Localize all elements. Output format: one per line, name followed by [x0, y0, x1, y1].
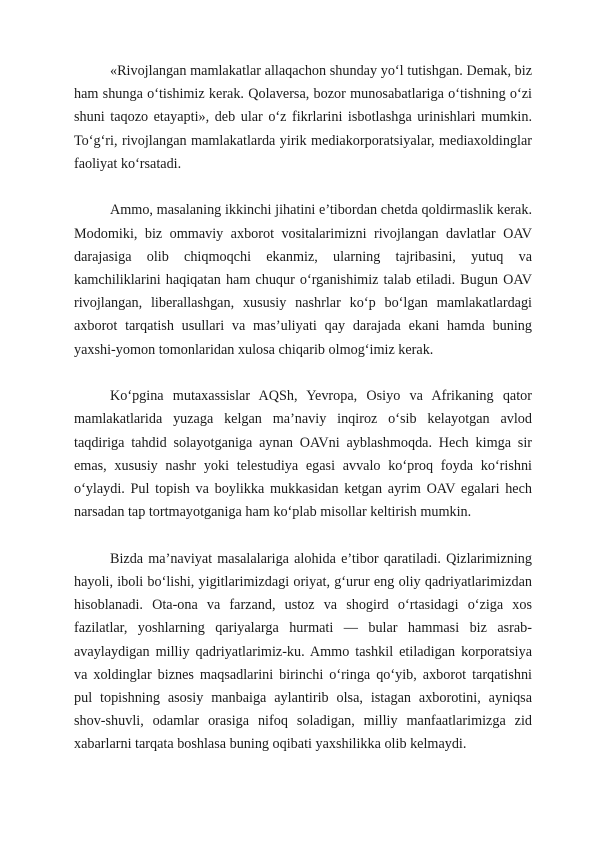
- paragraph: Ko‘pgina mutaxassislar AQSh, Yevropa, Osiyo va Afrikaning qator mamlakatlarida yuzaga kelgan ma’naviy inqiroz o‘sib kelayotgan avlod taqdiriga tahdid solayotganiga aynan OAVni ayblashmoqda. Hech kimga sir emas, xususiy nashr yoki telestudiya egasi avvalo ko‘proq foyda ko‘rishni o‘ylaydi. Pul topish va boylikka mukkasidan ketgan ayrim OAV egalari hech narsadan tap tortmayotganiga ham ko‘plab misollar keltirish mumkin.: [74, 388, 532, 521]
- document-page: [74, 60, 532, 780]
- paragraph: Bizda ma’naviyat masalalariga alohida e’tibor qaratiladi. Qizlarimizning hayoli, iboli bo‘lishi, yigitlarimizdagi oriyat, g‘urur eng oliy qadriyatlarimizdan hisoblanadi. Ota-ona va farzand, ustoz va shogird o‘rtasidagi o‘ziga xos fazilatlar, yoshlarning qariyalarga hurmati — bular hammasi biz asrab-avaylaydigan milliy qadriyatlarimiz-ku. Ammo tashkil etiladigan korporatsiya va xoldinglar biznes maqsadlarini birinchi o‘ringa qo‘yib, axborot tarqatishni pul topishning asosiy manbaiga aylantirib olsa, istagan axborotini, ayniqsa shov-shuvli, odamlar orasiga nifoq soladigan, milliy manfaatlarimizga zid xabarlarni tarqata boshlasa buning oqibati yaxshilikka olib kelmaydi.: [74, 550, 532, 753]
- paragraph: Ammo, masalaning ikkinchi jihatini e’tibordan chetda qoldirmaslik kerak. Modomiki, biz ommaviy axborot vositalarimizni rivojlangan davlatlar OAV darajasiga olib chiqmoqchi ekanmiz, ularning tajribasini, yutuq va kamchiliklarini haqiqatan ham chuqur o‘rganishimiz talab etiladi. Bugun OAV rivojlangan, liberallashgan, xususiy nashrlar ko‘p bo‘lgan mamlakatlardagi axborot tarqatish usullari va mas’uliyati qay darajada ekani hamda buning yaxshi-yomon tomonlaridan xulosa chiqarib olmog‘imiz kerak.: [74, 202, 532, 358]
- paragraph: «Rivojlangan mamlakatlar allaqachon shunday yo‘l tutishgan. Demak, biz ham shunga o‘tishimiz kerak. Qolaversa, bozor munosabatlariga o‘tishning o‘zi shuni taqozo etayapti», deb ular o‘z fikrlarini isbotlashga urinishlari mumkin. To‘g‘ri, rivojlangan mamlakatlarda yirik mediakorporatsiyalar, mediaxoldinglar faoliyat ko‘rsatadi.: [74, 63, 532, 172]
